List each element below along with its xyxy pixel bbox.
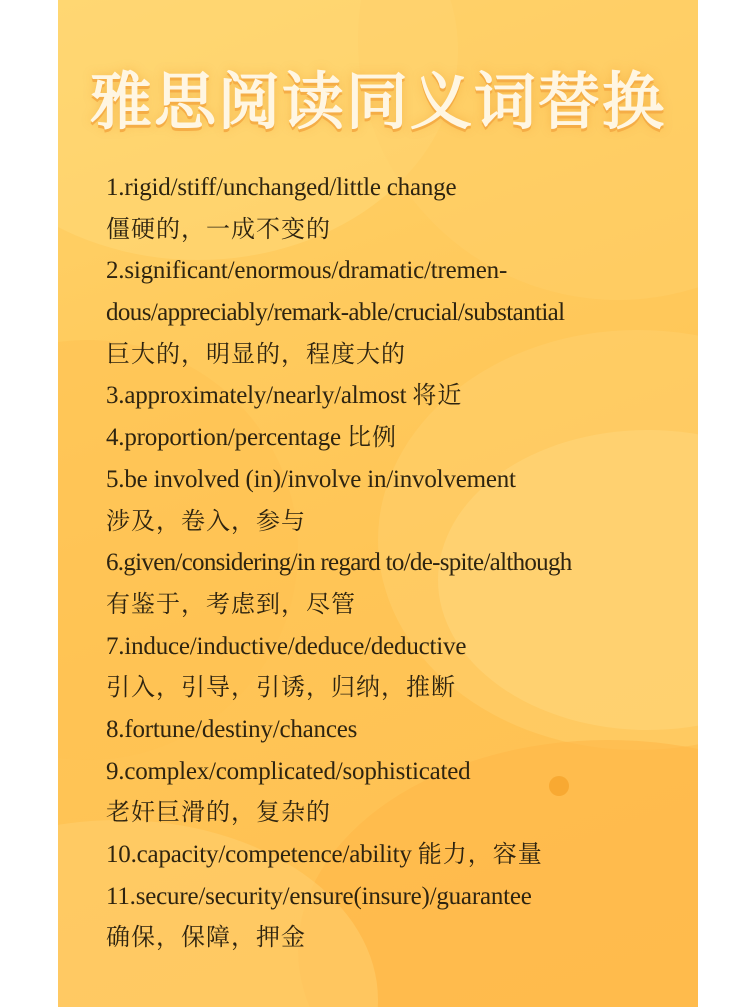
vocab-line [106, 834, 696, 876]
vocab-line [106, 876, 696, 918]
chinese-text: 能力，容量 [417, 840, 543, 868]
english-text: 7.induce/inductive/deduce/deductive [106, 632, 467, 660]
vocab-line [106, 375, 696, 417]
chinese-text: 老奸巨滑的，复杂的 [106, 798, 331, 827]
vocab-line [106, 292, 696, 334]
vocab-line [106, 417, 696, 459]
vocab-line [106, 917, 696, 959]
vocab-list [106, 167, 696, 959]
vocab-line [106, 667, 696, 709]
chinese-text: 比例 [346, 423, 397, 452]
english-text: 4.proportion/percentage [106, 424, 347, 452]
vocab-line [106, 501, 696, 543]
poster-card [58, 0, 698, 1007]
vocab-line [106, 167, 696, 209]
vocab-line [106, 459, 696, 501]
poster-title: 雅思阅读同义词替换 [89, 65, 666, 138]
vocab-line [106, 626, 696, 668]
chinese-text: 僵硬的，一成不变的 [106, 214, 331, 243]
chinese-text: 引入，引导，引诱，归纳，推断 [106, 673, 456, 702]
english-text: 6.given/considering/in regard to/de-spite/although [106, 549, 572, 577]
vocab-line [106, 709, 696, 751]
vocab-line [106, 584, 696, 626]
chinese-text: 将近 [412, 381, 463, 410]
english-text: 3.approximately/nearly/almost [106, 382, 413, 410]
english-text: 2.significant/enormous/dramatic/tremen- [106, 257, 508, 285]
english-text: 8.fortune/destiny/chances [106, 715, 358, 743]
chinese-text: 巨大的，明显的，程度大的 [106, 339, 406, 368]
vocab-line [106, 250, 696, 292]
english-text: 11.secure/security/ensure(insure)/guarantee [106, 882, 532, 910]
english-text: 9.complex/complicated/sophisticated [106, 757, 471, 785]
chinese-text: 有鉴于，考虑到，尽管 [106, 589, 356, 618]
english-text: 1.rigid/stiff/unchanged/little change [106, 174, 457, 201]
vocab-line [106, 334, 696, 376]
english-text: 5.be involved (in)/involve in/involvement [106, 465, 516, 493]
english-text: 10.capacity/competence/ability [106, 841, 418, 868]
chinese-text: 确保，保障，押金 [106, 923, 306, 952]
english-text: dous/appreciably/remark-able/crucial/substantial [106, 299, 565, 327]
vocab-line [106, 209, 696, 251]
vocab-line [106, 792, 696, 834]
vocab-line [106, 542, 696, 584]
chinese-text: 涉及，卷入，参与 [106, 506, 306, 535]
vocab-line [106, 751, 696, 793]
